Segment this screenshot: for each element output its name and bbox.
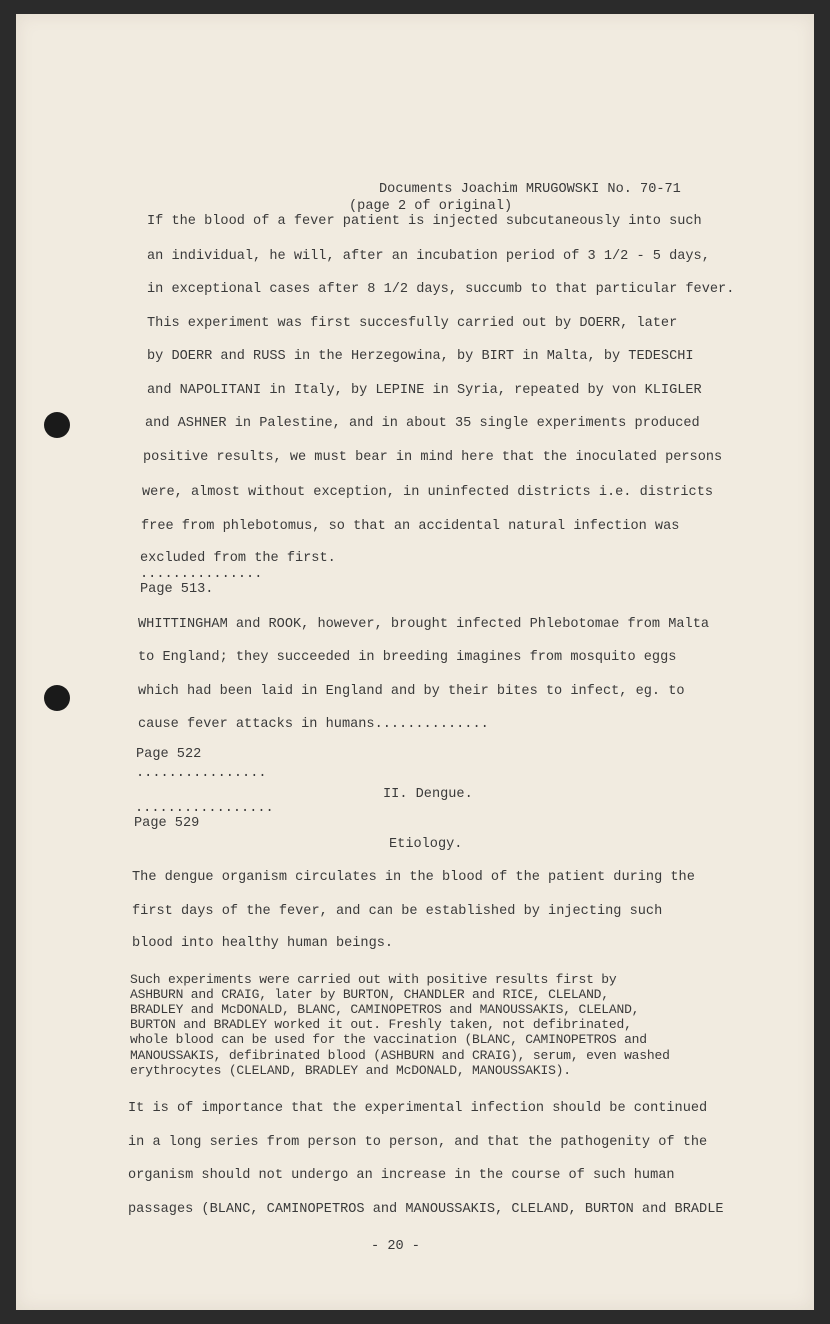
text-line: blood into healthy human beings. [132, 936, 394, 951]
page-reference: Page 529 [134, 816, 200, 831]
page-reference: Page 522 [136, 747, 202, 762]
text-line: MANOUSSAKIS, defibrinated blood (ASHBURN and CRAIG), serum, even washed [130, 1048, 670, 1063]
text-line: in a long series from person to person, and that the pathogenity of the [128, 1135, 708, 1150]
text-line: and NAPOLITANI in Italy, by LEPINE in Syria, repeated by von KLIGLER [147, 383, 702, 398]
text-line: erythrocytes (CLELAND, BRADLEY and McDONALD, MANOUSSAKIS). [130, 1063, 571, 1078]
text-line: organism should not undergo an increase in the course of such human [128, 1168, 675, 1183]
punch-hole-top [44, 412, 70, 438]
text-line: and ASHNER in Palestine, and in about 35 single experiments produced [145, 416, 700, 431]
text-line: in exceptional cases after 8 1/2 days, succumb to that particular fever. [147, 282, 735, 297]
text-line: positive results, we must bear in mind here that the inoculated persons [143, 450, 723, 465]
text-line: ASHBURN and CRAIG, later by BURTON, CHANDLER and RICE, CLELAND, [130, 987, 609, 1002]
text-line: free from phlebotomus, so that an accidental natural infection was [141, 519, 680, 534]
text-line: This experiment was first succesfully carried out by DOERR, later [147, 316, 678, 331]
text-line: If the blood of a fever patient is injected subcutaneously into such [147, 214, 702, 229]
punch-hole-bottom [44, 685, 70, 711]
text-line: were, almost without exception, in uninfected districts i.e. districts [142, 485, 714, 500]
page-reference: Page 513. [140, 582, 214, 597]
text-line: first days of the fever, and can be established by injecting such [132, 904, 663, 919]
original-page-note: (page 2 of original) [349, 199, 513, 214]
document-reference: Documents Joachim MRUGOWSKI No. 70-71 [379, 182, 681, 197]
document-page [16, 14, 814, 1310]
page-number: - 20 - [371, 1239, 420, 1254]
text-line: to England; they succeeded in breeding imagines from mosquito eggs [138, 650, 677, 665]
subheading: Etiology. [389, 837, 463, 852]
text-line: BRADLEY and McDONALD, BLANC, CAMINOPETROS and MANOUSSAKIS, CLELAND, [130, 1002, 640, 1017]
text-line: which had been laid in England and by their bites to infect, eg. to [138, 684, 685, 699]
text-line: cause fever attacks in humans.............. [138, 717, 489, 732]
text-line: Such experiments were carried out with positive results first by [130, 972, 617, 987]
text-line: The dengue organism circulates in the blood of the patient during the [132, 870, 695, 885]
text-line: It is of importance that the experimental infection should be continued [128, 1101, 708, 1116]
ellipsis-separator: ............... [140, 567, 263, 582]
text-line: excluded from the first. [140, 551, 336, 566]
text-line: BURTON and BRADLEY worked it out. Freshly taken, not defibrinated, [130, 1017, 632, 1032]
section-title: II. Dengue. [383, 787, 473, 802]
text-line: by DOERR and RUSS in the Herzegowina, by BIRT in Malta, by TEDESCHI [147, 349, 694, 364]
text-line: passages (BLANC, CAMINOPETROS and MANOUSSAKIS, CLELAND, BURTON and BRADLE [128, 1202, 724, 1217]
text-line: whole blood can be used for the vaccination (BLANC, CAMINOPETROS and [130, 1032, 647, 1047]
ellipsis-separator: ................. [135, 801, 274, 816]
text-line: WHITTINGHAM and ROOK, however, brought infected Phlebotomae from Malta [138, 617, 710, 632]
ellipsis-separator: ................ [136, 766, 267, 781]
text-line: an individual, he will, after an incubation period of 3 1/2 - 5 days, [147, 249, 710, 264]
